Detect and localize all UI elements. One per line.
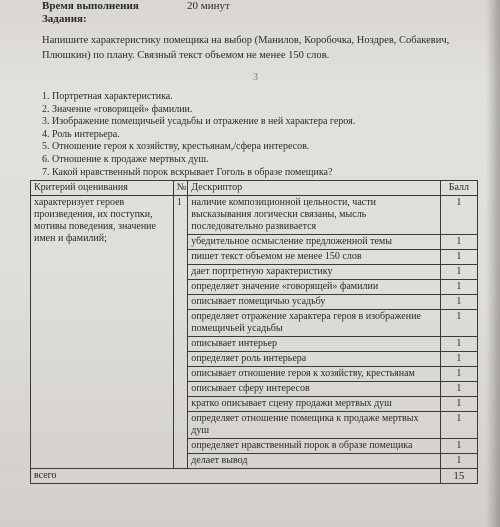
plan-item: 4. Роль интерьера. — [42, 128, 120, 140]
descriptor-cell: описывает сферу интересов — [188, 382, 440, 397]
descriptor-cell: убедительное осмысление предложенной темы — [188, 235, 440, 250]
plan-item: 5. Отношение героя к хозяйству, крестьянам,/сфера интересов. — [42, 141, 310, 153]
time-label: Время выполнения — [42, 0, 139, 12]
points-cell: 1 — [440, 367, 477, 382]
descriptor-cell: описывает отношение героя к хозяйству, крестьянам — [188, 367, 440, 382]
points-cell: 1 — [440, 412, 477, 439]
descriptor-cell: дает портретную характеристику — [188, 265, 440, 280]
points-cell: 1 — [440, 439, 477, 454]
descriptor-cell: кратко описывает сцену продажи мертвых душ — [188, 397, 440, 412]
plan-item: 6. Отношение к продаже мертвых душ. — [42, 153, 209, 165]
table-row — [31, 196, 478, 235]
descriptor-cell: описывает интерьер — [188, 337, 440, 352]
plan-item: 2. Значение «говорящей» фамилии. — [42, 103, 193, 115]
points-cell: 1 — [440, 352, 477, 367]
total-label: всего — [31, 469, 441, 484]
descriptor-cell: определяет отражение характера героя в изображение помещичьей усадьбы — [188, 310, 440, 337]
plan-item: 1. Портретная характеристика. — [42, 91, 173, 102]
task-text: Напишите характеристику помещика на выбор (Манилов, Коробочка, Ноздрев, Собакевич, Плюшкин) по плану. Связный текст объемом не менее 150 слов. — [42, 35, 450, 61]
assessment-table — [30, 180, 478, 484]
points-cell: 1 — [440, 454, 477, 469]
points-cell: 1 — [440, 295, 477, 310]
descriptor-cell: наличие композиционной цельности, части высказывания логически связаны, мысль последовательно развивается — [188, 196, 440, 235]
points-cell: 1 — [440, 337, 477, 352]
descriptor-cell: описывает помещичью усадьбу — [188, 295, 440, 310]
descriptor-cell: определяет отношение помещика к продаже мертвых душ — [188, 412, 440, 439]
points-cell: 1 — [440, 235, 477, 250]
descriptor-cell: делает вывод — [188, 454, 440, 469]
time-value: 20 минут — [187, 0, 230, 12]
points-cell: 1 — [440, 250, 477, 265]
plan-list — [42, 91, 482, 179]
header-points: Балл — [440, 181, 477, 196]
margin-mark: 3 — [253, 72, 258, 83]
tasks-label: Задания: — [42, 13, 87, 25]
points-cell: 1 — [440, 382, 477, 397]
points-cell: 1 — [440, 310, 477, 337]
page-edge-shadow — [486, 0, 500, 527]
descriptor-cell: определяет нравственный порок в образе помещика — [188, 439, 440, 454]
points-cell: 1 — [440, 196, 477, 235]
descriptor-cell: пишет текст объемом не менее 150 слов — [188, 250, 440, 265]
descriptor-cell: определяет роль интерьера — [188, 352, 440, 367]
criterion-cell: характеризует героев произведения, их поступки, мотивы поведения, значение имен и фамилий; — [31, 196, 174, 469]
plan-item: 7. Какой нравственный порок вскрывает Гоголь в образе помещика? — [42, 166, 333, 178]
points-cell: 1 — [440, 280, 477, 295]
header-number: № — [173, 181, 187, 196]
header-descriptor: Дескриптор — [188, 181, 440, 196]
header-labels — [42, 0, 139, 26]
table-header-row — [31, 181, 478, 196]
points-cell: 1 — [440, 397, 477, 412]
plan-item: 3. Изображение помещичьей усадьбы и отражение в ней характера героя. — [42, 116, 356, 128]
descriptor-cell: определяет значение «говорящей» фамилии — [188, 280, 440, 295]
header-criterion: Критерий оценивания — [31, 181, 174, 196]
total-row — [31, 469, 478, 484]
number-cell: 1 — [173, 196, 187, 469]
total-value: 15 — [440, 469, 477, 484]
points-cell: 1 — [440, 265, 477, 280]
